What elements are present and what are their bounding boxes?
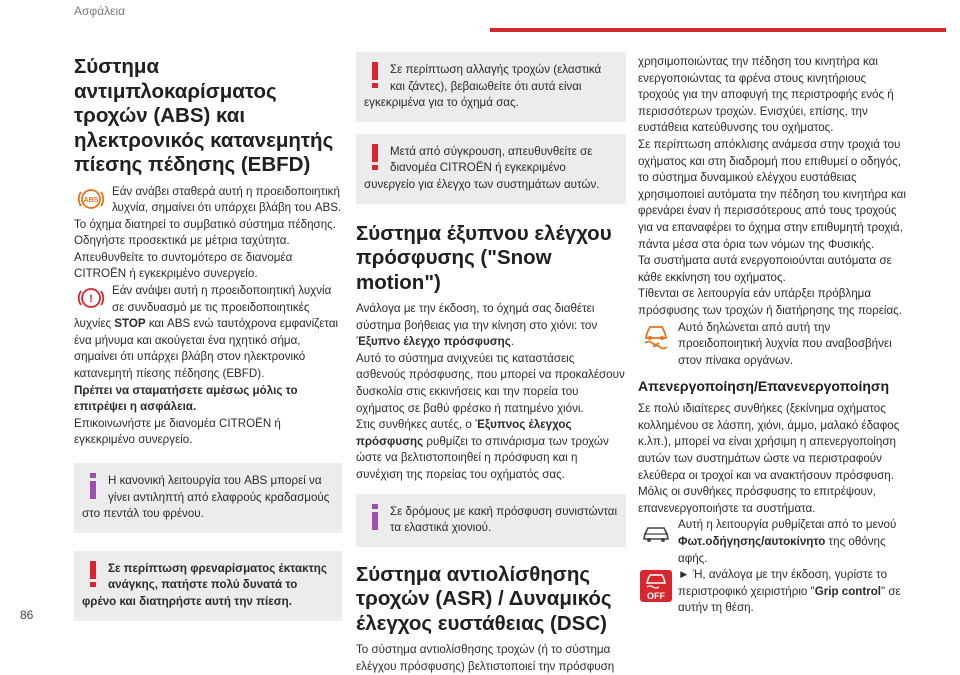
svg-text:ABS: ABS — [83, 196, 99, 204]
off-label: OFF — [647, 591, 665, 602]
abs-warning-lamp-icon — [74, 184, 108, 214]
grip-control-instruction: ► Ή, ανάλογα με την έκδοση, γυρίστε το περιστροφικό χειριστήριο "Grip control" σε αυτήν τη θέση. — [678, 568, 901, 615]
page-number: 86 — [20, 608, 34, 622]
dsc-p2: Τα συστήματα αυτά ενεργοποιούνται αυτόματα σε κάθε εκκίνηση του οχήματος. — [638, 254, 892, 284]
deact-p1: Σε πολύ ιδιαίτερες συνθήκες (ξεκίνημα οχήματος κολλημένου σε λάσπη, χιόνι, άμμο, μαλακό έδαφος κ.λπ.), μπορεί να είναι χρήσιμη η απενεργοποίηση αυτών των συστημάτων ώστε να περιστραφούν ελεύθερα οι τροχοί και να ανακτήσουν πρόσφυση. — [638, 402, 900, 482]
warning-icon — [364, 62, 386, 92]
svg-text:!: ! — [89, 293, 93, 306]
warning-note-emergency-braking: Σε περίπτωση φρεναρίσματος έκτακτης ανάγκης, πατήστε πολύ δυνατά το φρένο και διατηρήστε αυτή την πίεση. — [74, 551, 342, 621]
info-icon — [364, 504, 386, 534]
asr-dsc-title: Σύστημα αντιολίσθησης τροχών (ASR) / Δυναμικός έλεγχος ευστάθειας (DSC) — [356, 562, 612, 635]
asr-p1: Το σύστημα αντιολίσθησης τροχών (ή το σύστημα ελέγχου πρόσφυσης) βελτιστοποιεί την πρόσφυση — [356, 643, 615, 673]
warning-icon — [364, 144, 386, 174]
abs-p2: Το όχημα διατηρεί το συμβατικό σύστημα πέδησης. — [74, 217, 336, 231]
section-title: Ασφάλεια — [74, 4, 126, 18]
ebfd-p5: Εάν ανάψει αυτή η προειδοποιητική λυχνία σε συνδυασμό με τις προειδοποιητικές λυχνίες STOP και ABS ενώ ταυτόχρονα εμφανίζεται ένα μήνυμα και ακούγεται ένα ηχητικό σήμα, σημαίνει ότι υπάρχει βλάβη στον ηλεκτρονικό κατανεμητή πίεσης πέδησης (EBFD). — [74, 284, 339, 381]
abs-p3: Οδηγήστε προσεκτικά με μέτρια ταχύτητα. — [74, 234, 290, 248]
info-note-abs: Η κανονική λειτουργία του ABS μπορεί να γίνει αντιληπτή από ελαφρούς κραδασμούς στο πεντάλ του φρένου. — [74, 463, 342, 533]
deactivation-subtitle: Απενεργοποίηση/Επανενεργοποίηση — [638, 378, 890, 395]
snow-p1: Ανάλογα με την έκδοση, το όχημά σας διαθέτει σύστημα βοήθειας για την κίνηση στο χιόνι: τον Έξυπνο έλεγχο πρόσφυσης. — [356, 302, 598, 349]
brake-warning-lamp-icon — [74, 283, 108, 313]
column-1 — [74, 55, 342, 631]
skid-warning-lamp-icon — [638, 320, 674, 352]
snow-motion-title: Σύστημα έξυπνου ελέγχου πρόσφυσης ("Snow motion") — [356, 221, 612, 294]
abs-p4: Απευθυνθείτε το συντομότερο σε διανομέα CITROËN ή εγκεκριμένο συνεργείο. — [74, 250, 293, 281]
ebfd-stop-instruction: Πρέπει να σταματήσετε αμέσως μόλις το επιτρέψει η ασφάλεια. — [74, 383, 298, 414]
esp-off-button-icon — [638, 569, 674, 603]
car-settings-icon — [638, 517, 674, 551]
header-accent-bar — [490, 28, 946, 32]
dsc-p1: Σε περίπτωση απόκλισης ανάμεσα στην τροχιά του οχήματος και στη διαδρομή που επιθυμεί ο οδηγός, το σύστημα δυναμικού ελέγχου ευστάθειας χρησιμοποιεί αυτόματα την πέδηση του κινητήρα και φρενάρει έναν ή περισσότερους από τους τροχούς για να επαναφέρει το όχημα στην επιθυμητή τροχιά, πάντα μέσα στα όρια των νόμων της Φυσικής. — [638, 137, 906, 251]
dsc-p3: Τίθενται σε λειτουργία εάν υπάρξει πρόβλημα πρόσφυσης των τροχών ή διατήρησης της πορείας. — [638, 287, 902, 317]
info-icon — [82, 473, 104, 503]
asr-p2: χρησιμοποιώντας την πέδηση του κινητήρα και ενεργοποιώντας τα φρένα στους κινητήριους τροχούς για την αποφυγή της περιστροφής ενός ή περισσότερων τροχών. Ενισχύει, επίσης, την ευστάθεια κατεύθυνσης του οχήματος. — [638, 55, 894, 135]
snow-p2: Αυτό το σύστημα ανιχνεύει τις καταστάσεις ασθενούς πρόσφυσης, που μπορεί να προκαλέσουν δυσκολία στις εκκινήσεις και την πορεία του οχήματος σε βαθύ φρέσκο ή πατημένο χιόνι. — [356, 351, 625, 415]
info-note-snow-tyres: Σε δρόμους με κακή πρόσφυση συνιστώνται τα ελαστικά χιονιού. — [356, 494, 626, 547]
deact-p2: Μόλις οι συνθήκες πρόσφυσης το επιτρέψουν, επανενεργοποιήστε τα συστήματα. — [638, 485, 876, 515]
abs-section-title: Σύστημα αντιμπλοκαρίσματος τροχών (ABS) και ηλεκτρονικός κατανεμητής πίεσης πέδησης (EBFD) — [74, 55, 334, 176]
abs-p1: Εάν ανάβει σταθερά αυτή η προειδοποιητική λυχνία, σημαίνει ότι υπάρχει βλάβη του ABS. — [112, 184, 342, 215]
menu-instruction: Αυτή η λειτουργία ρυθμίζεται από το μενού Φωτ.οδήγησης/αυτοκίνητο της οθόνης αφής. — [678, 518, 897, 565]
column-3 — [638, 54, 910, 617]
column-2 — [356, 52, 626, 675]
warning-icon — [82, 561, 104, 591]
ebfd-p7: Επικοινωνήστε με διανομέα CITROËN ή εγκεκριμένο συνεργείο. — [74, 416, 281, 447]
warning-note-wheels: Σε περίπτωση αλλαγής τροχών (ελαστικά και ζάντες), βεβαιωθείτε ότι αυτά είναι εγκεκριμένα για το όχημά σας. — [356, 52, 626, 122]
warning-note-collision: Μετά από σύγκρουση, απευθυνθείτε σε διανομέα CITROËN ή εγκεκριμένο συνεργείο για έλεγχο των συστημάτων αυτών. — [356, 134, 626, 204]
snow-p3: Στις συνθήκες αυτές, ο Έξυπνος έλεγχος πρόσφυσης ρυθμίζει το σπινάρισμα των τροχών ώστε να βελτιστοποιηθεί η πρόσφυση και η συνέχιση της πορείας του οχήματός σας. — [356, 418, 609, 481]
dsc-lamp-text: Αυτό δηλώνεται από αυτή την προειδοποιητική λυχνία που αναβοσβήνει στον πίνακα οργάνων. — [678, 320, 892, 367]
